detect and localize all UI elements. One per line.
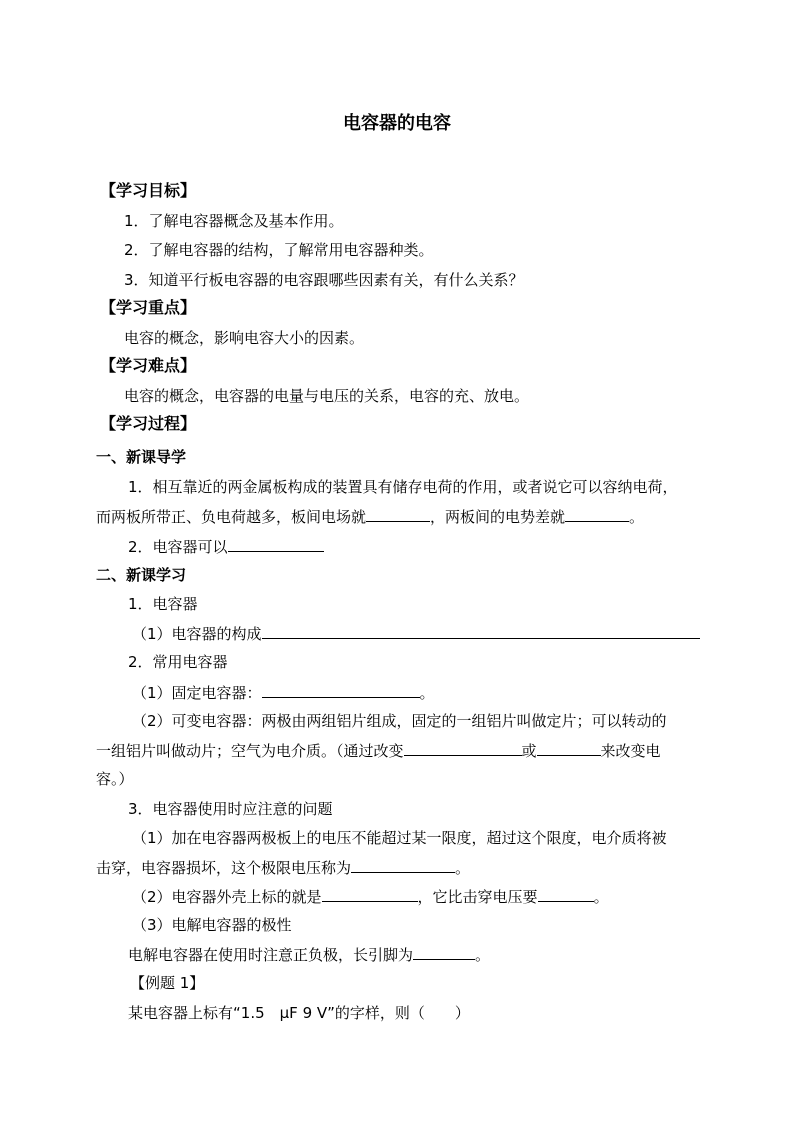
blank-field[interactable]: [228, 536, 324, 552]
page-title: 电容器的电容: [343, 113, 451, 134]
s3-3-text-b: 。: [475, 946, 491, 964]
s2-2-text-b: 或: [521, 742, 537, 760]
blank-field[interactable]: [262, 682, 420, 698]
blank-field[interactable]: [537, 740, 601, 756]
s2-2-text-c: 来改变电: [600, 742, 661, 760]
blank-field[interactable]: [565, 506, 629, 522]
q1-text-b: ，两板间的电势差就: [430, 508, 566, 526]
blank-field[interactable]: [538, 886, 594, 902]
s3-2-text-c: 。: [593, 888, 609, 906]
s3-1-text-b: 。: [455, 859, 471, 877]
study-item-2-2-line-2: [96, 740, 661, 761]
intro-question-2: [128, 536, 324, 557]
s3-3-text-a: 电解电容器在使用时注意正负极，长引脚为: [128, 946, 414, 964]
study-item-3-3-text: [128, 944, 490, 965]
s2-2-text-a: 一组铝片叫做动片；空气为电介质。（通过改变: [96, 742, 404, 760]
study-item-3: 3．电容器使用时应注意的问题: [128, 800, 333, 818]
difficulties-heading: 【学习难点】: [100, 356, 197, 375]
s2-1-text-b: 。: [419, 684, 435, 702]
study-item-2-2-line-1: （2）可变电容器：两极由两组铝片组成，固定的一组铝片叫做定片；可以转动的: [132, 712, 667, 730]
example-heading: 【例题 1】: [130, 974, 205, 992]
s3-2-text-b: ，它比击穿电压要: [417, 888, 538, 906]
intro-question-1-line-2: [96, 506, 644, 527]
intro-question-1-line-1: 1．相互靠近的两金属板构成的装置具有储存电荷的作用，或者说它可以容纳电荷，: [128, 478, 678, 496]
q1-text-c: 。: [629, 508, 645, 526]
study-item-3-2: [132, 886, 609, 907]
example-text: 某电容器上标有“1.5 μF 9 V”的字样，则（ ）: [128, 1004, 470, 1022]
s3-2-text-a: （2）电容器外壳上标的就是: [132, 888, 322, 906]
objectives-heading: 【学习目标】: [100, 181, 197, 200]
s2-1-text-a: （1）固定电容器：: [132, 684, 262, 702]
blank-field[interactable]: [322, 886, 418, 902]
study-item-3-1-line-1: （1）加在电容器两极板上的电压不能超过某一限度，超过这个限度，电介质将被: [132, 829, 667, 847]
difficulties-text: 电容的概念，电容器的电量与电压的关系，电容的充、放电。: [124, 387, 530, 405]
key-points-text: 电容的概念，影响电容大小的因素。: [124, 329, 365, 347]
study-item-3-3: （3）电解电容器的极性: [132, 916, 292, 934]
study-item-2-1: [132, 682, 435, 703]
study-item-2: 2．常用电容器: [128, 653, 228, 671]
q2-text: 2．电容器可以: [128, 538, 228, 556]
blank-field[interactable]: [413, 944, 475, 960]
q1-text-a: 而两板所带正、负电荷越多，板间电场就: [96, 508, 367, 526]
intro-section-heading: 一、新课导学: [96, 448, 187, 466]
s3-1-text-a: 击穿，电容器损坏，这个极限电压称为: [96, 859, 352, 877]
s1-1-text: （1）电容器的构成: [132, 625, 262, 643]
study-item-1: 1．电容器: [128, 595, 198, 613]
process-heading: 【学习过程】: [100, 414, 197, 433]
key-points-heading: 【学习重点】: [100, 298, 197, 317]
objective-item-1: 1．了解电容器概念及基本作用。: [124, 212, 344, 230]
study-item-2-2-line-3: 容。）: [96, 770, 134, 788]
blank-field[interactable]: [262, 623, 700, 639]
objective-item-2: 2．了解电容器的结构，了解常用电容器种类。: [124, 241, 434, 259]
blank-field[interactable]: [351, 857, 455, 873]
blank-field[interactable]: [366, 506, 430, 522]
objective-item-3: 3．知道平行板电容器的电容跟哪些因素有关，有什么关系？: [124, 271, 524, 289]
study-section-heading: 二、新课学习: [96, 566, 187, 584]
blank-field[interactable]: [404, 740, 522, 756]
study-item-3-1-line-2: [96, 857, 470, 878]
study-item-1-1: [132, 623, 700, 644]
